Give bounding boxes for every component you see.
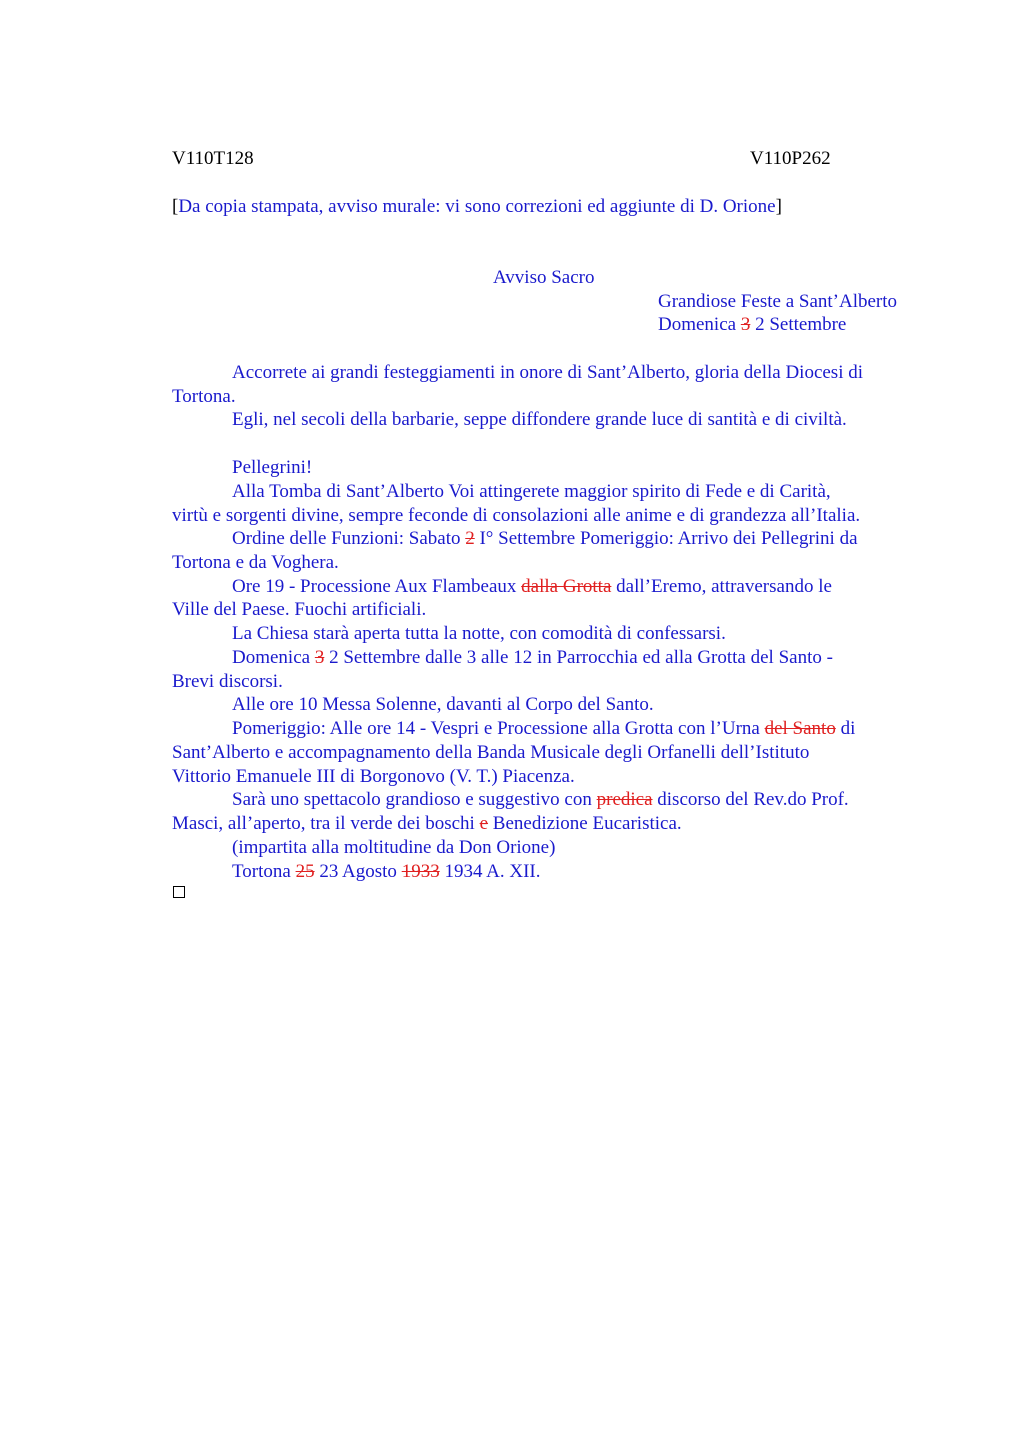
p8-text-2: 2 Settembre dalle 3 alle 12 in Parrocchia ed alla Grotta del Santo -: [324, 647, 833, 668]
notice-title: Avviso Sacro: [493, 267, 595, 288]
paragraph-10-line-1: [232, 717, 855, 741]
paragraph-12: (impartita alla moltitudine da Don Orione): [232, 837, 556, 858]
paragraph-10-line-2: Sant’Alberto e accompagnamento della Banda Musicale degli Orfanelli dell’Istituto: [172, 742, 810, 763]
paragraph-11-line-2: [172, 812, 682, 836]
paragraph-3: Pellegrini!: [232, 457, 313, 478]
header-right-code: V110P262: [750, 148, 831, 169]
p11b-deleted: e: [479, 813, 489, 834]
paragraph-4-line-2: virtù e sorgenti divine, sempre feconde di consolazioni alle anime e di grandezza all’Italia.: [172, 505, 861, 526]
p11-text-1: Sarà uno spettacolo grandioso e suggestivo con: [232, 789, 597, 810]
p13-text-2: 23 Agosto: [314, 861, 402, 882]
p8-text-1: Domenica: [232, 647, 315, 668]
p10-text-1: Pomeriggio: Alle ore 14 - Vespri e Processione alla Grotta con l’Urna: [232, 718, 765, 739]
p11-text-2: discorso del Rev.do Prof.: [652, 789, 849, 810]
notice-subtitle-1: Grandiose Feste a Sant’Alberto: [658, 291, 898, 312]
open-bracket: [: [172, 196, 179, 217]
subtitle-2-b: 2 Settembre: [750, 314, 847, 335]
paragraph-6-line-2: Ville del Paese. Fuochi artificiali.: [172, 599, 427, 620]
p13-deleted-1: 25: [295, 861, 315, 882]
paragraph-9: Alle ore 10 Messa Solenne, davanti al Corpo del Santo.: [232, 694, 654, 715]
paragraph-1-line-1: Accorrete ai grandi festeggiamenti in onore di Sant’Alberto, gloria della Diocesi di: [232, 362, 864, 383]
paragraph-7: La Chiesa starà aperta tutta la notte, con comodità di confessarsi.: [232, 623, 726, 644]
source-note-text: Da copia stampata, avviso murale: vi sono correzioni ed aggiunte di D. Orione: [178, 196, 776, 217]
end-marker-square: [173, 886, 185, 898]
p6-text-1: Ore 19 - Processione Aux Flambeaux: [232, 576, 522, 597]
header-left-code: V110T128: [172, 148, 254, 169]
notice-subtitle-2: [658, 313, 846, 337]
paragraph-11-line-1: [232, 788, 849, 812]
paragraph-1-line-2: Tortona.: [172, 386, 236, 407]
paragraph-4-line-1: Alla Tomba di Sant’Alberto Voi attingerete maggior spirito di Fede e di Carità,: [232, 481, 831, 502]
p8-deleted: 3: [314, 647, 325, 668]
paragraph-10-line-3: Vittorio Emanuele III di Borgonovo (V. T.) Piacenza.: [172, 766, 575, 787]
paragraph-2: Egli, nel secoli della barbarie, seppe diffondere grande luce di santità e di civiltà.: [232, 409, 847, 430]
p11b-text-2: Benedizione Eucaristica.: [488, 813, 682, 834]
subtitle-2-deleted: 3: [740, 314, 751, 335]
p13-text-3: 1934 A. XII.: [439, 861, 541, 882]
p11b-text-1: Masci, all’aperto, tra il verde dei boschi: [172, 813, 480, 834]
p6-deleted: dalla Grotta: [521, 576, 612, 597]
p13-text-1: Tortona: [232, 861, 296, 882]
paragraph-8-line-2: Brevi discorsi.: [172, 671, 283, 692]
p6-text-2: dall’Eremo, attraversando le: [611, 576, 832, 597]
paragraph-13-date: [232, 860, 541, 884]
p10-deleted: del Santo: [764, 718, 836, 739]
p11-deleted: predica: [596, 789, 653, 810]
close-bracket: ]: [775, 196, 782, 217]
subtitle-2-a: Domenica: [658, 314, 741, 335]
paragraph-5-line-1: [232, 527, 858, 551]
p5-text-2: I° Settembre Pomeriggio: Arrivo dei Pellegrini da: [474, 528, 858, 549]
paragraph-5-line-2: Tortona e da Voghera.: [172, 552, 339, 573]
source-note: [172, 195, 782, 219]
paragraph-8-line-1: [232, 646, 833, 670]
paragraph-6-line-1: [232, 575, 832, 599]
p13-deleted-2: 1933: [401, 861, 440, 882]
p10-text-2: di: [835, 718, 856, 739]
p5-text-1: Ordine delle Funzioni: Sabato: [232, 528, 466, 549]
p5-deleted: 2: [465, 528, 475, 549]
